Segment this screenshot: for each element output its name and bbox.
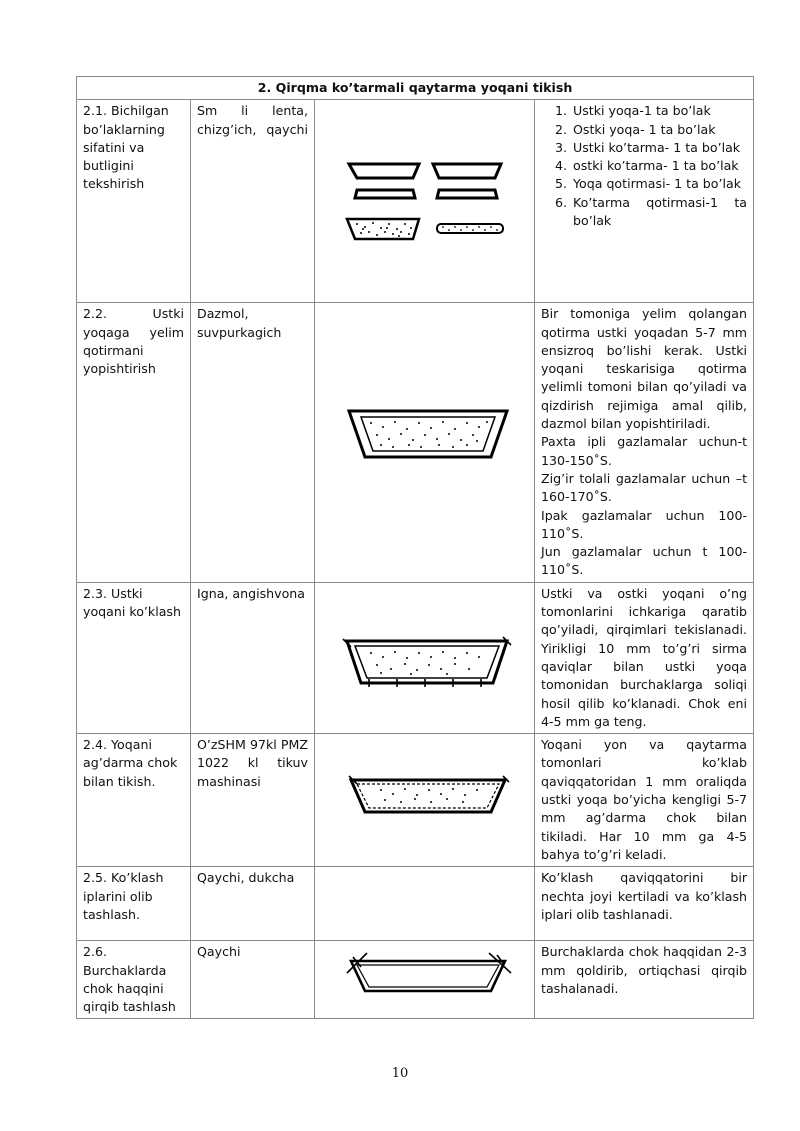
list-item: 3. Ustki ko’tarma- 1 ta bo’lak [554,139,741,155]
table-row [77,941,754,1019]
page-number: 10 [391,1066,409,1081]
step-cell: 2.5. Ko’klash iplarini olib tashlash. [77,867,191,941]
description-cell: Burchaklarda chok haqqidan 2-3 mm qoldirib, ortiqchasi qirqib tashalanadi. [535,941,754,1019]
tools-cell: Qaychi, dukcha [191,867,315,941]
collar-corner-trim-icon [315,941,535,1019]
parts-list-cell [535,100,754,303]
table-row [77,867,754,941]
step-cell: 2.2. Ustki yoqaga yelim qotirmani yopishtirish [77,303,191,582]
collar-basting-icon [315,582,535,733]
tools-cell: Igna, angishvona [191,582,315,733]
collar-stitching-icon [315,734,535,867]
temperature-note: Ipak gazlamalar uchun 100-110˚S. [541,507,748,541]
instruction-table [76,76,754,1019]
tools-cell: Qaychi [191,941,315,1019]
table-row [77,582,754,733]
description-cell: Ko’klash qaviqqatorini bir nechta joyi kertiladi va ko’klash iplari olib tashlanadi. [535,867,754,941]
list-item: 2. Ostki yoqa- 1 ta bo’lak [554,121,716,137]
empty-image-cell [315,867,535,941]
step-cell: 2.4. Yoqani ag’darma chok bilan tikish. [77,734,191,867]
temperature-note: Zig’ir tolali gazlamalar uchun –t 160-170˚S. [541,470,748,505]
step-cell: 2.6. Burchaklarda chok haqqini qirqib tashlash [77,941,191,1019]
list-item: 6. Ko’tarma qotirmasi-1 ta bo’lak [554,194,748,229]
table-row [77,303,754,582]
step-cell: 2.1. Bichilgan bo’laklarning sifatini va butligini tekshirish [77,100,191,303]
description-cell: Yoqani yon va qaytarma tomonlari ko’klab qaviqqatoridan 1 mm oraliqda ustki yoqa bo’yicha kengligi 5-7 mm ag’darma chok bilan tikiladi. Har 10 mm ga 4-5 bahya to’g’ri keladi. [535,734,754,867]
list-item: 4. ostki ko’tarma- 1 ta bo’lak [554,158,739,174]
list-item: 5. Yoqa qotirmasi- 1 ta bo’lak [554,176,742,192]
tools-cell: Sm li lenta, chizg’ich, qaychi [191,100,315,303]
collar-interlining-icon [315,303,535,582]
table-row [77,100,754,303]
temperature-note: Jun gazlamalar uchun t 100-110˚S. [541,544,748,578]
description-cell [535,303,754,582]
description-cell: Ustki va ostki yoqani o’ng tomonlarini ichkariga qaratib qo’yiladi, qirqimlari tekislanadi. Yirikligi 10 mm to’g’ri sirma qaviqlar bilan ustki yoqa tomonidan burchaklarga soliqi hosil qilib ko’klanadi. Chok eni 4-5 mm ga teng. [535,582,754,733]
step-cell: 2.3. Ustki yoqani ko’klash [77,582,191,733]
list-item: 1. Ustki yoqa-1 ta bo’lak [554,103,711,119]
description-text: Bir tomoniga yelim qolangan qotirma ustki yoqadan 5-7 mm ensizroq bo’lishi kerak. Ustki yoqani teskarisiga qotirma yelimli tomoni bilan qo’yiladi va qizdirish rejimiga amal qilib, dazmol bilan yopishtiriladi. [541,306,748,432]
tools-cell: Dazmol, suvpurkagich [191,303,315,582]
collar-parts-icon [315,100,535,303]
temperature-note: Paxta ipli gazlamalar uchun-t 130-150˚S. [541,434,748,468]
table-row [77,734,754,867]
tools-cell: O’zSHM 97kl PMZ 1022 kl tikuv mashinasi [191,734,315,867]
table-title-row [77,77,754,100]
table-title: 2. Qirqma ko’tarmali qaytarma yoqani tikish [77,77,754,100]
